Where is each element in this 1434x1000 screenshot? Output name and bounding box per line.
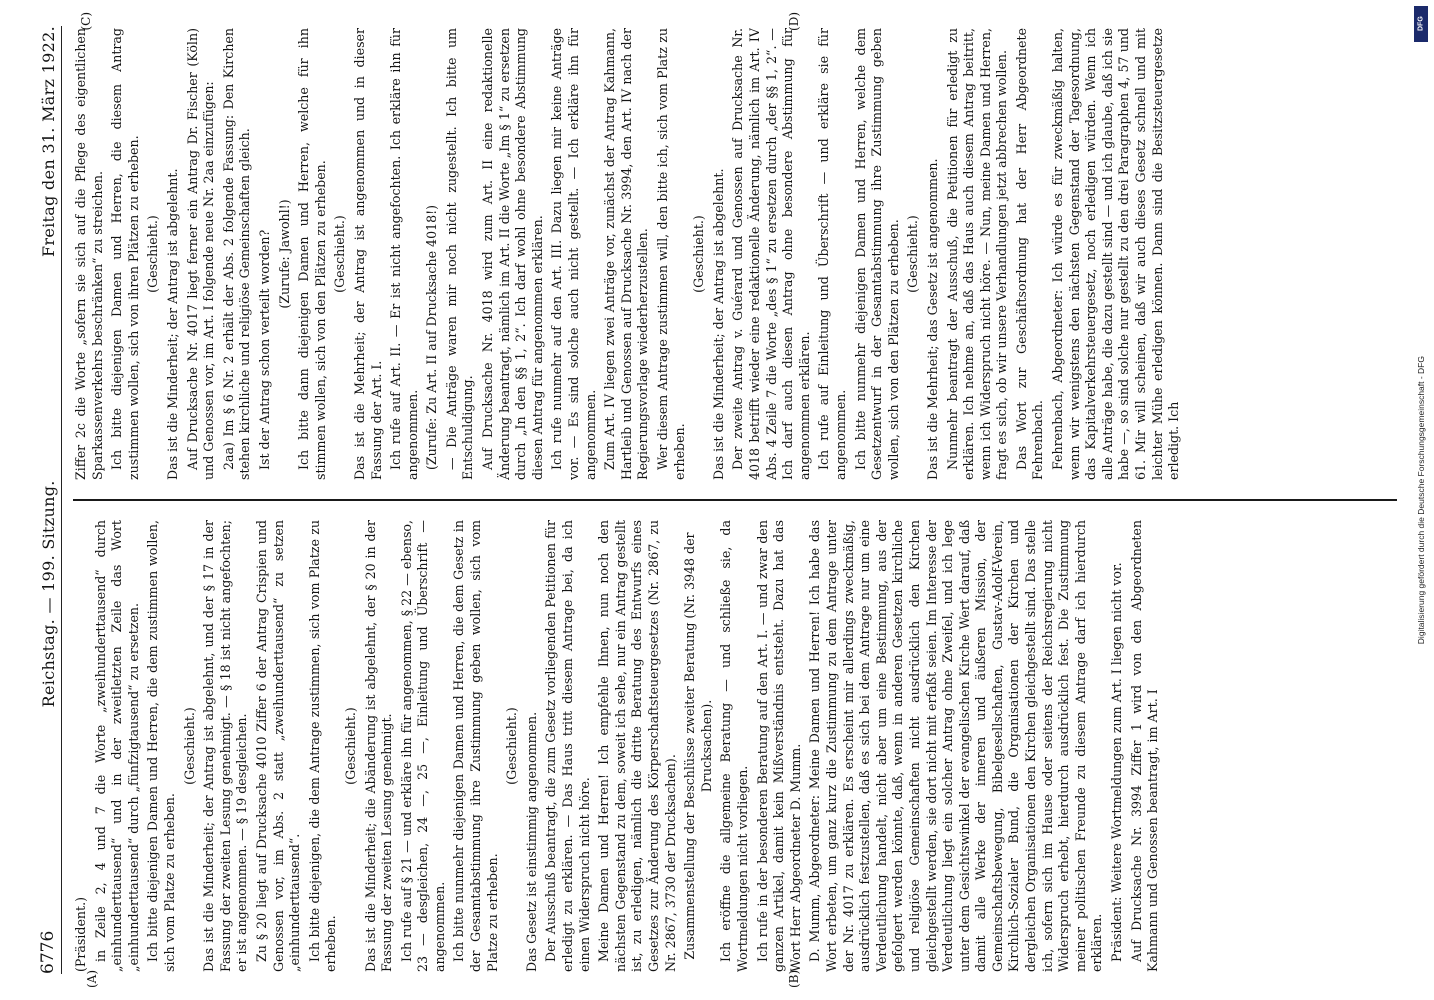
paragraph: Ziffer 2c die Worte „sofern sie sich auf die Pflege des eigentlichen Sparkassenverkehrs beschränken“ zu streichen.: [73, 28, 105, 480]
paragraph: Ich rufe auf Einleitung und Überschrift — und erkläre sie für angenommen.: [816, 28, 848, 480]
paragraph: (Geschieht.): [905, 215, 921, 293]
paragraph: Ich bitte diejenigen Damen und Herren, die diesem Antrag zustimmen wollen, sich von ihren Plätzen zu erheben.: [109, 28, 141, 480]
page-date: Freitag den 31. März 1922.: [38, 26, 58, 257]
paragraph: (Geschieht.): [504, 707, 520, 785]
paragraph: Auf Drucksache Nr. 4017 liegt ferner ein Antrag Dr. Fischer (Köln) und Genossen vor, im Art. I folgende neue Nr. 2aa einzufügen:: [184, 28, 217, 480]
margin-marker-a: (A): [85, 969, 99, 988]
paragraph: Zum Art. IV liegen zwei Anträge vor, zunächst der Antrag Kahmann, Hartleib und Genossen auf Drucksache Nr. 3994, den Art. IV nach der Regierungsvorlage wiederherzustellen.: [602, 28, 651, 480]
dfg-credit-text: Digitalisierung gefördert durch die Deutsche Forschungsgemeinschaft - DFG: [1416, 355, 1426, 645]
dfg-logo: DFG: [1414, 6, 1428, 42]
paragraph: Ich rufe auf § 21 — und erkläre ihn für angenommen, § 22 — ebenso, 23 — desgleichen, 24 —, 25 —, Einleitung und Überschrift — angenommen.: [398, 520, 447, 972]
paragraph: D. Mumm, Abgeordneter: Meine Damen und Herren! Ich habe das Wort erbeten, um ganz kurz die Zustimmung zu dem Antrage unter der Nr. 4017 zu erklären. Es erscheint mir allerdings zweckmäßig, ausdrücklich festzustellen, daß es sich bei dem Antrage nur um eine Verdeutlichung handelt, nicht aber um eine Bestimmung, aus der gefolgert werden könnte, daß, wenn in anderen Gesetzen kirchliche und religiöse Gemeinschaften nicht ausdrücklich den Kirchen gleichgestellt werden, sie dort nicht mit erfaßt seien. Im Interesse der Verdeutlichung liegt ein solcher Antrag ohne Zweifel, und ich lege unter dem Gesichtswinkel der evangelischen Kirche Wert darauf, daß damit alle Werke der inneren und äußeren Mission, der Gemeinschaftsbewegung, Bibelgesellschaften, Gustav-Adolf-Verein, Kirchlich-Sozialer Bund, die Organisationen der Kirchen und dergleichen Organisationen den Kirchen gleichgestellt sind. Das stelle ich, sofern sich im Hause oder seitens der Reichsregierung nicht Widerspruch erhebt, hierdurch ausdrücklich fest. Die Zustimmung meiner politischen Freunde zu diesem Antrage darf ich hierdurch erklären.: [807, 520, 1105, 972]
paragraph: 2aa) Im § 6 Nr. 2 erhält der Abs. 2 folgende Fassung: Den Kirchen stehen kirchliche und religiöse Gemeinschaften gleich.: [220, 28, 253, 480]
paragraph: Das Wort zur Geschäftsordnung hat der Herr Abgeordnete Fehrenbach.: [1013, 28, 1046, 480]
paragraph: in Zeile 2, 4 und 7 die Worte „zweihunderttausend“ durch „einhunderttausend“ und in der zweitletzten Zeile das Wort „einhunderttausend“ durch „fünfzigtausend“ zu ersetzen.: [92, 520, 141, 972]
paragraph: Zu § 20 liegt auf Drucksache 4010 Ziffer 6 der Antrag Crispien und Genossen vor, im Abs. 2 statt „zweihunderttausend“ zu setzen „einhunderttausend“.: [253, 520, 303, 972]
paragraph: Der Ausschuß beantragt, die zum Gesetz vorliegenden Petitionen für erledigt zu erklären. — Das Haus tritt diesem Antrage bei, da ich einen Widerspruch nicht höre.: [543, 520, 592, 972]
paragraph: Präsident: Weitere Wortmeldungen zum Art. I liegen nicht vor.: [1109, 562, 1125, 962]
page-number: 6776: [38, 930, 58, 974]
paragraph: Meine Damen und Herren! Ich empfehle Ihnen, nun noch den nächsten Gegenstand zu dem, soweit ich sehe, nur ein Antrag gestellt ist, zu erledigen, nämlich die dritte Beratung des Entwurfs eines Gesetzes zur Änderung des Körperschaftsteuergesetzes (Nr. 2867, zu Nr. 2867, 3730 der Drucksachen).: [596, 520, 678, 972]
paragraph: Ich bitte nunmehr diejenigen Damen und Herren, die dem Gesetz in der Gesamtabstimmung ihre Zustimmung geben wollen, sich vom Platze zu erheben.: [451, 520, 500, 972]
paragraph: Das ist die Minderheit; der Antrag ist abgelehnt.: [710, 168, 726, 480]
paragraph: (Geschieht.): [332, 215, 348, 293]
paragraph: Fehrenbach, Abgeordneter: Ich würde es für zweckmäßig halten, wenn wir wenigstens den nächsten Gegenstand der Tagesordnung, das Kapitalverkehrsteuergesetz, noch erledigen würden. Wenn ich alle Anträge habe, die dazu gestellt sind — und ich glaube, daß ich sie habe —, so sind solche nur gestellt zu den drei Paragraphen 4, 57 und 61. Mir will scheinen, daß wir auch dieses Gesetz schnell und mit leichter Mühe erledigen können. Dann sind die Besitzsteuergesetze erledigt. Ich: [1050, 28, 1182, 480]
paragraph: Das ist die Mehrheit; das Gesetz ist angenommen.: [924, 158, 940, 480]
paragraph: Ich bitte diejenigen, die dem Antrage zustimmen, sich vom Platze zu erheben.: [306, 520, 339, 972]
paragraph: Das ist die Minderheit; der Antrag ist abgelehnt.: [164, 168, 180, 480]
paragraph: Das ist die Minderheit; die Abänderung ist abgelehnt, der § 20 in der Fassung der zweiten Lesung genehmigt.: [362, 520, 395, 972]
right-column: [73, 28, 1395, 480]
paragraph: Das ist die Minderheit; der Antrag ist abgelehnt, und der § 17 in der Fassung der zweiten Lesung genehmigt. — § 18 ist nicht angefochten; er ist angenommen. — § 19 desgleichen.: [201, 520, 250, 972]
paragraph: Zusammenstellung der Beschlüsse zweiter Beratung (Nr. 3948 der Drucksachen).: [682, 532, 714, 960]
paragraph: (Geschieht.): [691, 215, 707, 293]
paragraph: Ich bitte diejenigen Damen und Herren, die dem zustimmen wollen, sich vom Platze zu erheben.: [145, 520, 177, 972]
paragraph: Das ist die Mehrheit; der Antrag ist angenommen und in dieser Fassung der Art. I.: [351, 28, 384, 480]
dfg-sidebar: [1408, 0, 1434, 1000]
paragraph: Ich rufe in der besonderen Beratung auf den Art. I. — und zwar den ganzen Artikel, damit kein Mißverständnis entsteht. Dazu hat das Wort Herr Abgeordneter D. Mumm.: [754, 520, 803, 972]
left-column: [73, 520, 1395, 972]
paragraph: (Zurufe: Jawohl!): [276, 199, 292, 309]
paragraph: Ich rufe auf Art. II. — Er ist nicht angefochten. Ich erkläre ihn für angenommen.: [388, 28, 420, 480]
paragraph: (Zurufe: Zu Art. II auf Drucksache 4018!): [424, 204, 440, 470]
margin-marker-c: (C): [79, 12, 93, 31]
paragraph: (Präsident.): [73, 896, 88, 972]
margin-marker-b: (B): [787, 969, 801, 988]
paragraph: Ist der Antrag schon verteilt worden?: [256, 229, 272, 470]
paragraph: Ich bitte dann diejenigen Damen und Herren, welche für ihn stimmen wollen, sich von den Plätzen zu erheben.: [296, 28, 328, 480]
paragraph: Nunmehr beantragt der Ausschuß, die Petitionen für erledigt zu erklären. Ich nehme an, daß das Haus auch diesem Antrag beitritt, wenn ich Widerspruch nicht höre. — Nun, meine Damen und Herren, fragt es sich, ob wir unsere Verhandlungen jetzt abbrechen wollen.: [944, 28, 1010, 480]
paragraph: (Geschieht.): [342, 707, 358, 785]
paragraph: Wer diesem Antrage zustimmen will, den bitte ich, sich vom Platz zu erheben.: [655, 28, 687, 480]
paragraph: Ich rufe nunmehr auf den Art. III. Dazu liegen mir keine Anträge vor. — Es sind solche auch nicht gestellt. — Ich erkläre ihn für angenommen.: [549, 28, 598, 480]
document-page: [27, 10, 1407, 990]
page-header: [35, 26, 62, 974]
paragraph: Das Gesetz ist einstimmig angenommen.: [523, 711, 539, 972]
page-title: Reichstag. — 199. Sitzung.: [38, 480, 58, 708]
paragraph: Ich bitte nunmehr diejenigen Damen und Herren, welche dem Gesetzentwurf in der Gesamtabstimmung ihre Zustimmung geben wollen, sich von den Plätzen zu erheben.: [852, 28, 901, 480]
paragraph: (Geschieht.): [145, 215, 161, 293]
paragraph: Auf Drucksache Nr. 3994 Ziffer 1 wird von den Abgeordneten Kahmann und Genossen beantragt, im Art. I: [1128, 520, 1161, 972]
paragraph: Auf Drucksache Nr. 4018 wird zum Art. II eine redaktionelle Änderung beantragt, nämlich im Art. II die Worte „Im § 1“ zu ersetzen durch „In den §§ 1, 2“. Ich darf wohl ohne besondere Abstimmung diesen Antrag für angenommen erklären.: [480, 28, 545, 480]
column-divider: [73, 499, 1397, 501]
paragraph: — Die Anträge waren mir noch nicht zugestellt. Ich bitte um Entschuldigung.: [443, 28, 476, 480]
margin-marker-d: (D): [787, 12, 801, 31]
paragraph: Der zweite Antrag v. Guérard und Genossen auf Drucksache Nr. 4018 betrifft wieder eine redaktionelle Änderung, nämlich im Art. IV Abs. 4 Zeile 7 die Worte „des § 1“ zu ersetzen durch „der §§ 1, 2“. — Ich darf auch diesen Antrag ohne besondere Abstimmung für angenommen erklären.: [730, 28, 812, 480]
paragraph: (Geschieht.): [181, 707, 197, 785]
paragraph: Ich eröffne die allgemeine Beratung — und schließe sie, da Wortmeldungen nicht vorliegen.: [718, 520, 750, 972]
